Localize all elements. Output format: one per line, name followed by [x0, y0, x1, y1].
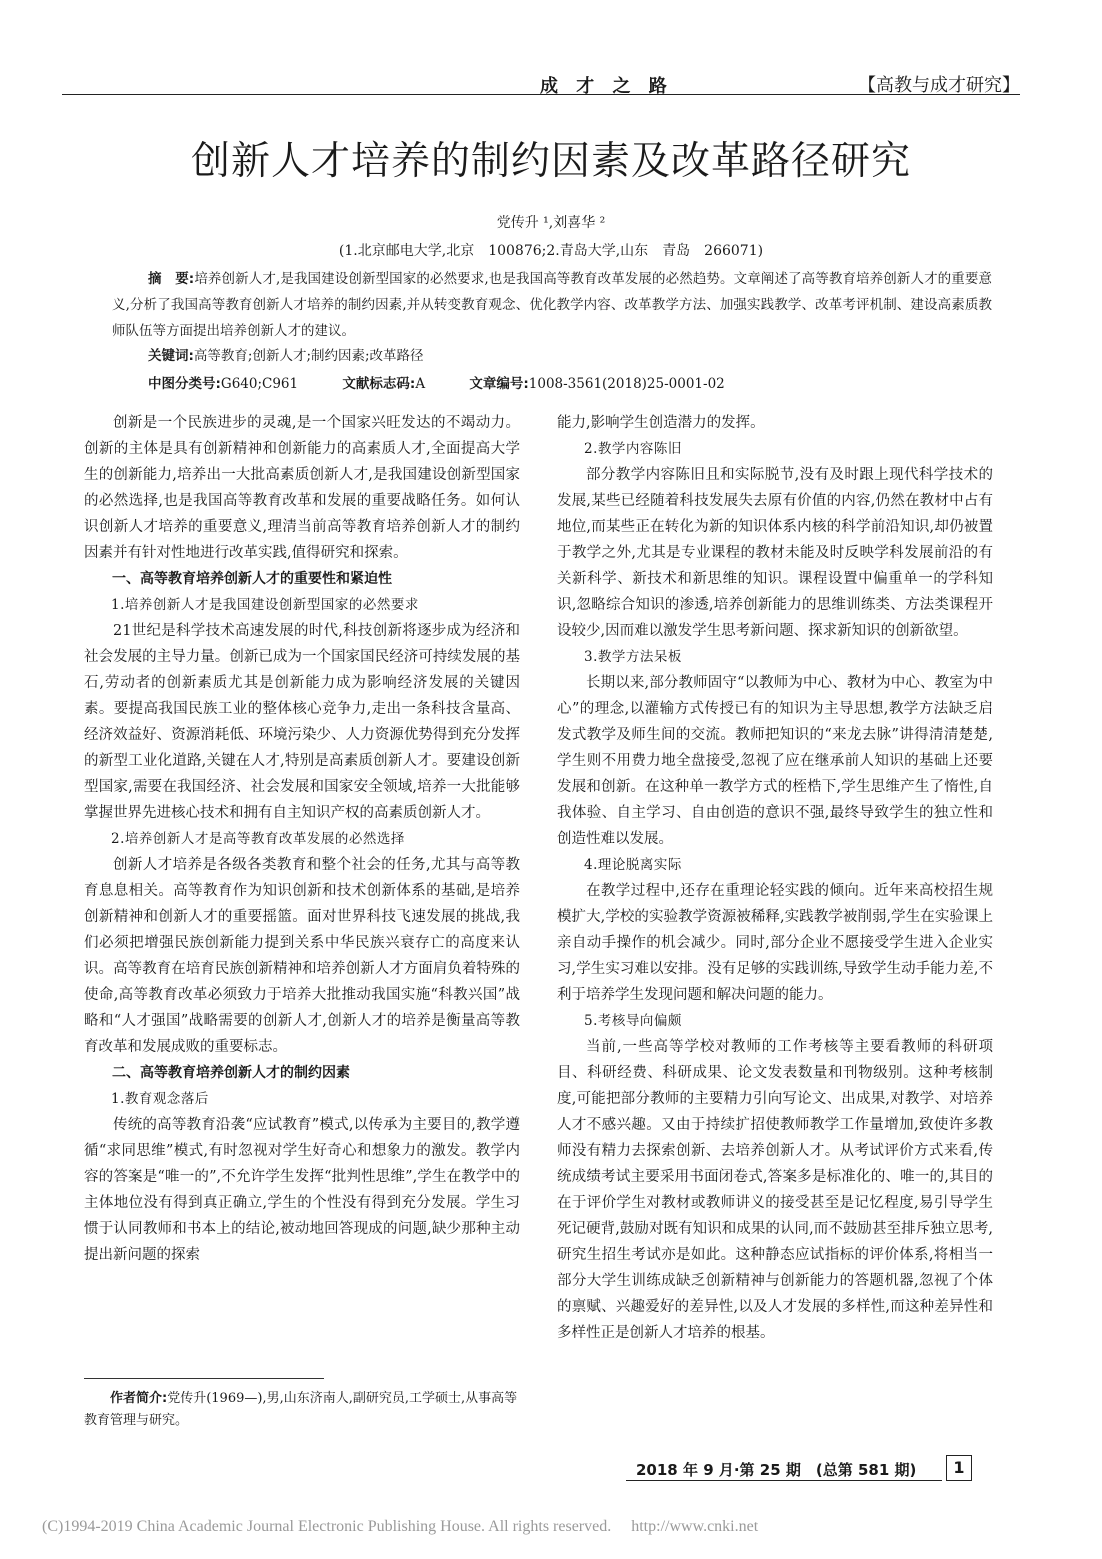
footnote-divider [84, 1378, 324, 1379]
paragraph-2-1-continued: 能力,影响学生创造潜力的发挥。 [557, 415, 765, 431]
abstract [112, 266, 992, 344]
abstract-label: 摘 要: [148, 271, 195, 287]
keywords-label: 关键词: [148, 348, 194, 364]
affiliation: (1.北京邮电大学,北京 100876;2.青岛大学,山东 青岛 266071) [338, 243, 764, 259]
paragraph-1-1: 21世纪是科学技术高速发展的时代,科技创新将逐步成为经济和社会发展的主导力量。创新已成为一个国家国民经济可持续发展的基石,劳动者的创新素质尤其是创新能力成为影响经济发展的关键因素。要提高我国民族工业的整体核心竞争力,走出一条科技含量高、经济效益好、资源消耗低、环境污染少、人力资源优势得到充分发挥的新型工业化道路,关键在人才,特别是高素质创新人才。要建设创新型国家,需要在我国经济、社会发展和国家安全领域,培养一大批能够掌握世界先进核心技术和拥有自主知识产权的高素质创新人才。 [84, 623, 520, 821]
journal-name: 成 才 之 路 [540, 76, 673, 97]
paragraph-2-1: 传统的高等教育沿袭“应试教育”模式,以传承为主要目的,教学遵循“求同思维”模式,有时忽视对学生好奇心和想象力的激发。教学内容的答案是“唯一的”,不允许学生发挥“批判性思维”,学生在教学中的主体地位没有得到真正确立,学生的个性没有得到充分发展。学生习惯于认同教师和书本上的结论,被动地回答现成的问题,缺少那种主动提出新问题的探索 [84, 1117, 520, 1263]
paragraph-1-2: 创新人才培养是各级各类教育和整个社会的任务,尤其与高等教育息息相关。高等教育作为知识创新和技术创新体系的基础,是培养创新精神和创新人才的重要摇篮。面对世界科技飞速发展的挑战,我们必须把增强民族创新能力提到关系中华民族兴衰存亡的高度来认识。高等教育在培育民族创新精神和培养创新人才方面肩负着特殊的使命,高等教育改革必须致力于培养大批推动我国实施“科教兴国”战略和“人才强国”战略需要的创新人才,创新人才的培养是衡量高等教育改革和发展成败的重要标志。 [84, 857, 520, 1055]
clc-value: G640;C961 [220, 376, 299, 392]
abstract-text: 培养创新人才,是我国建设创新型国家的必然要求,也是我国高等教育改革发展的必然趋势。文章阐述了高等教育培养创新人才的重要意义,分析了我国高等教育创新人才培养的制约因素,并从转变教育观念、优化教学内容、改革教学方法、加强实践教学、改革考评机制、建设高素质教师队伍等方面提出培养创新人才的建议。 [112, 271, 992, 339]
running-header [62, 70, 1020, 95]
intro-paragraph: 创新是一个民族进步的灵魂,是一个国家兴旺发达的不竭动力。创新的主体是具有创新精神和创新能力的高素质人才,全面提高大学生的创新能力,培养出一大批高素质创新人才,是我国建设创新型国家的必然选择,也是我国高等教育改革和发展的重要战略任务。如何认识创新人才培养的重要意义,理清当前高等教育培养创新人才的制约因素并有针对性地进行改革实践,值得研究和探索。 [84, 415, 520, 561]
author-footnote [84, 1388, 520, 1432]
footnote-label: 作者简介: [110, 1391, 168, 1406]
subsection-heading-2-5: 5.考核导向偏颇 [584, 1013, 682, 1029]
right-column [557, 410, 993, 1346]
article-number-value: 1008-3561(2018)25-0001-02 [528, 376, 725, 392]
article-title: 创新人才培养的制约因素及改革路径研究 [190, 139, 911, 184]
footnote-text: 党传升(1969—),男,山东济南人,副研究员,工学硕士,从事高等教育管理与研究。 [84, 1391, 518, 1428]
subsection-heading-2-4: 4.理论脱离实际 [584, 857, 682, 873]
classification-line [148, 372, 765, 392]
doc-code-value: A [415, 376, 426, 392]
authors: 党传升 ¹,刘喜华 ² [496, 215, 606, 231]
issue-underline [626, 1480, 942, 1481]
subsection-heading-2-3: 3.教学方法呆板 [584, 649, 682, 665]
keywords [148, 344, 424, 364]
page-number: 1 [946, 1455, 972, 1481]
subsection-heading-2-1: 1.教育观念落后 [111, 1091, 209, 1107]
paragraph-2-2: 部分教学内容陈旧且和实际脱节,没有及时跟上现代科学技术的发展,某些已经随着科技发展失去原有价值的内容,仍然在教材中占有地位,而某些正在转化为新的知识体系内核的科学前沿知识,却仍被置于教学之外,尤其是专业课程的教材未能及时反映学科发展前沿的有关新科学、新技术和新思维的知识。课程设置中偏重单一的学科知识,忽略综合知识的渗透,培养创新能力的思维训练类、方法类课程开设较少,因而难以激发学生思考新问题、探求新知识的创新欲望。 [557, 467, 993, 639]
paragraph-2-3: 长期以来,部分教师固守“以教师为中心、教材为中心、教室为中心”的理念,以灌输方式传授已有的知识为主导思想,教学方法缺乏启发式教学及师生间的交流。教师把知识的“来龙去脉”讲得清清楚楚,学生则不用费力地全盘接受,忽视了应在继承前人知识的基础上还要发展和创新。在这种单一教学方式的桎梏下,学生思维产生了惰性,自我体验、自主学习、自由创造的意识不强,最终导致学生的独立性和创造性难以发展。 [557, 675, 993, 847]
clc-label: 中图分类号: [148, 376, 221, 392]
keywords-text: 高等教育;创新人才;制约因素;改革路径 [193, 348, 424, 364]
section-name: 【高教与成才研究】 [858, 75, 1020, 96]
subsection-heading-2-2: 2.教学内容陈旧 [584, 441, 682, 457]
issue-info: 2018 年 9 月·第 25 期 (总第 581 期) [636, 1461, 917, 1479]
subsection-heading-1-1: 1.培养创新人才是我国建设创新型国家的必然要求 [111, 597, 419, 613]
section-heading-1: 一、高等教育培养创新人才的重要性和紧迫性 [112, 571, 392, 587]
doc-code-label: 文献标志码: [342, 376, 416, 392]
paragraph-2-5: 当前,一些高等学校对教师的工作考核等主要看教师的科研项目、科研经费、科研成果、论文发表数量和刊物级别。这种考核制度,可能把部分教师的主要精力引向写论文、出成果,对教学、对培养人才不感兴趣。又由于持续扩招使教师教学工作量增加,致使许多教师没有精力去探索创新、去培养创新人才。从考试评价方式来看,传统成绩考试主要采用书面闭卷式,答案多是标准化的、唯一的,其目的在于评价学生对教材或教师讲义的接受甚至是记忆程度,易引导学生死记硬背,鼓励对既有知识和成果的认同,而不鼓励甚至排斥独立思考,研究生招生考试亦是如此。这种静态应试指标的评价体系,将相当一部分大学生训练成缺乏创新精神与创新能力的答题机器,忽视了个体的禀赋、兴趣爱好的差异性,以及人才发展的多样性,而这种差异性和多样性正是创新人才培养的根基。 [557, 1039, 993, 1341]
subsection-heading-1-2: 2.培养创新人才是高等教育改革发展的必然选择 [111, 831, 405, 847]
paragraph-2-4: 在教学过程中,还存在重理论轻实践的倾向。近年来高校招生规模扩大,学校的实验教学资源被稀释,实践教学被削弱,学生在实验课上亲自动手操作的机会减少。同时,部分企业不愿接受学生进入企业实习,学生实习难以安排。没有足够的实践训练,导致学生动手能力差,不利于培养学生发现问题和解决问题的能力。 [557, 883, 993, 1003]
copyright-watermark: (C)1994-2019 China Academic Journal Electronic Publishing House. All rights reserved. http://www.cnki.net [42, 1518, 759, 1535]
article-number-label: 文章编号: [469, 376, 529, 392]
left-column [84, 410, 520, 1268]
section-heading-2: 二、高等教育培养创新人才的制约因素 [112, 1065, 350, 1081]
